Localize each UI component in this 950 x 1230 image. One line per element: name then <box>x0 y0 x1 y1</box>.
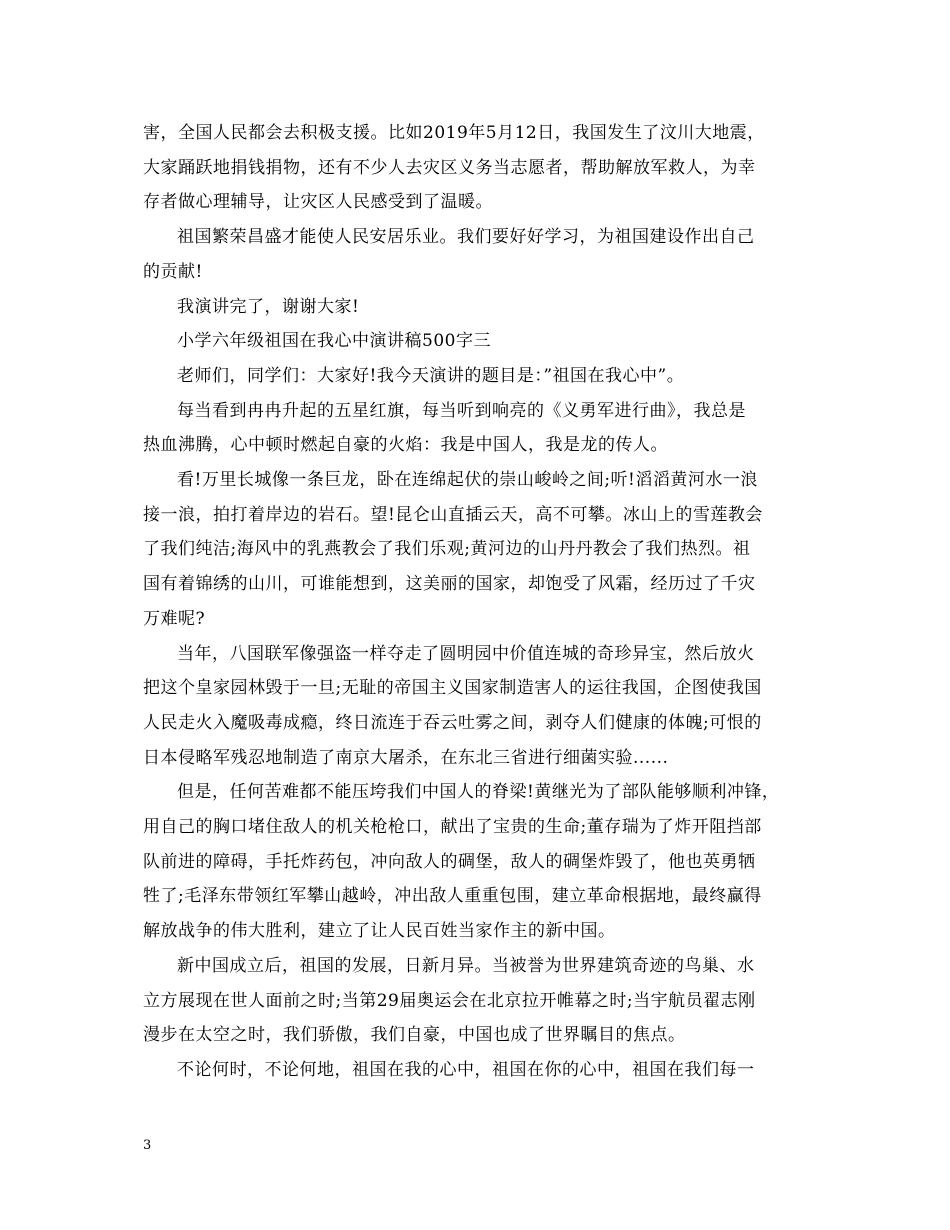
text-line: 了我们纯洁;海风中的乳燕教会了我们乐观;黄河边的山丹丹教会了我们热烈。祖 <box>143 539 751 559</box>
text-line: 每当看到冉冉升起的五星红旗，每当听到响亮的《义勇军进行曲》，我总是 <box>177 401 746 421</box>
text-line: 当年，八国联军像强盗一样夺走了圆明园中价值连城的奇珍异宝，然后放火 <box>177 644 755 664</box>
text-line: 国有着锦绣的山川，可谁能想到，这美丽的国家，却饱受了风霜，经历过了千灾 <box>143 574 756 594</box>
text-line: 把这个皇家园林毁于一旦;无耻的帝国主义国家制造害人的运往我国，企图使我国 <box>143 678 762 698</box>
text-line: 解放战争的伟大胜利，建立了让人民百姓当家作主的新中国。 <box>143 921 616 941</box>
text-line: 祖国繁荣昌盛才能使人民安居乐业。我们要好好学习，为祖国建设作出自己 <box>177 227 755 247</box>
text-line: 新中国成立后，祖国的发展，日新月异。当被誉为世界建筑奇迹的鸟巢、水 <box>177 956 755 976</box>
text-line: 看!万里长城像一条巨龙，卧在连绵起伏的崇山峻岭之间;听!滔滔黄河水一浪 <box>177 470 758 490</box>
text-line: 立方展现在世人面前之时;当第29届奥运会在北京拉开帷幕之时;当宇航员翟志刚 <box>143 991 756 1011</box>
text-line: 牲了;毛泽东带领红军攀山越岭，冲出敌人重重包围，建立革命根据地，最终赢得 <box>143 886 762 906</box>
text-line: 的贡献! <box>143 262 203 282</box>
text-line: 我演讲完了，谢谢大家! <box>177 297 360 317</box>
text-line: 热血沸腾，心中顿时燃起自豪的火焰：我是中国人，我是龙的传人。 <box>143 435 668 455</box>
text-line: 用自己的胸口堵住敌人的机关枪枪口，献出了宝贵的生命;董存瑞为了炸开阻挡部 <box>143 817 762 837</box>
text-line: 但是，任何苦难都不能压垮我们中国人的脊梁!黄继光为了部队能够顺利冲锋， <box>177 782 780 802</box>
text-line: 人民走火入魔吸毒成瘾，终日流连于吞云吐雾之间，剥夺人们健康的体魄;可恨的 <box>143 713 762 733</box>
text-line: 日本侵略军残忍地制造了南京大屠杀，在东北三省进行细菌实验...... <box>143 748 669 768</box>
text-line: 漫步在太空之时，我们骄傲，我们自豪，中国也成了世界瞩目的焦点。 <box>143 1025 686 1045</box>
text-line: 存者做心理辅导，让灾区人民感受到了温暖。 <box>143 192 493 212</box>
text-line: 队前进的障碍，手托炸药包，冲向敌人的碉堡，敌人的碉堡炸毁了，他也英勇牺 <box>143 852 756 872</box>
section-heading: 小学六年级祖国在我心中演讲稿500字三 <box>177 331 491 351</box>
page-number: 3 <box>143 1138 152 1153</box>
text-line: 老师们，同学们：大家好!我今天演讲的题目是：”祖国在我心中”。 <box>177 366 685 386</box>
text-line: 害，全国人民都会去积极支援。比如2019年5月12日，我国发生了汶川大地震， <box>143 123 765 143</box>
text-line: 大家踊跃地捐钱捐物，还有不少人去灾区义务当志愿者，帮助解放军救人，为幸 <box>143 158 756 178</box>
text-line: 万难呢? <box>143 609 206 629</box>
text-line: 接一浪，拍打着岸边的岩石。望!昆仑山直插云天，高不可攀。冰山上的雪莲教会 <box>143 505 763 525</box>
text-line: 不论何时，不论何地，祖国在我的心中，祖国在你的心中，祖国在我们每一 <box>177 1060 755 1080</box>
